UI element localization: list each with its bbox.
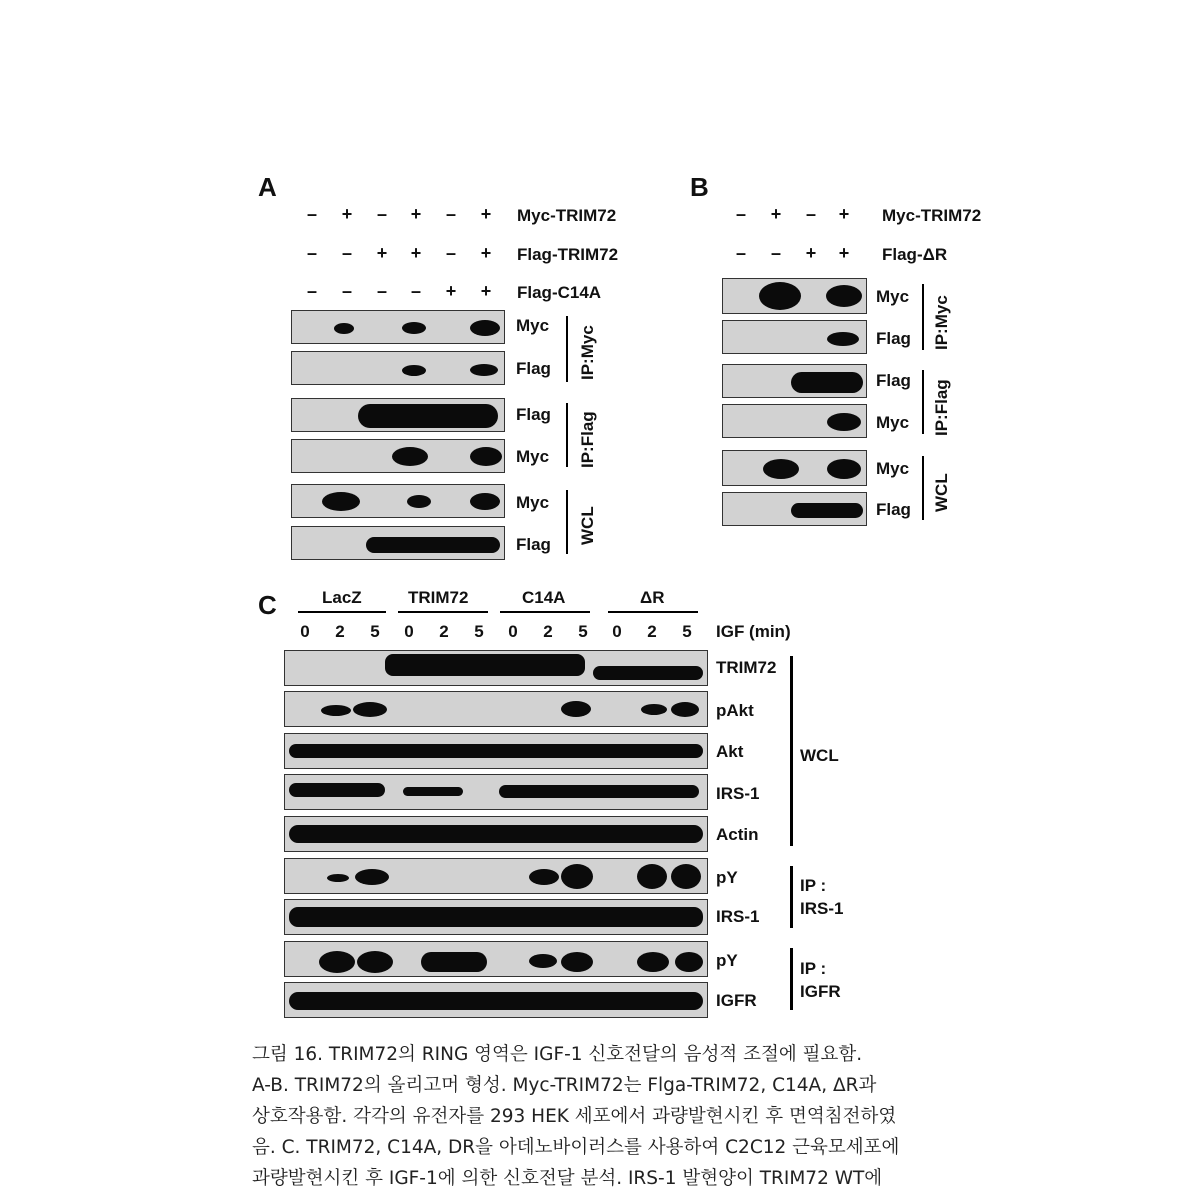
blot-ipmyc-myc [291, 310, 505, 344]
blot-c-irs1 [284, 774, 708, 810]
blot-c-pakt [284, 691, 708, 727]
blot-label: Myc [876, 287, 910, 306]
sign: + [770, 204, 782, 224]
group-label: WCL [578, 506, 597, 545]
group-label: IP:Myc [578, 325, 597, 380]
sign: + [480, 204, 492, 224]
sign: – [376, 281, 387, 301]
condition-label: C14A [522, 588, 566, 607]
caption-line: 음. C. TRIM72, C14A, DR을 아데노바이러스를 사용하여 C2C12 근육모세포에 [252, 1137, 900, 1158]
blot-label: Flag [876, 329, 911, 348]
blot-label: TRIM72 [716, 658, 777, 677]
blot-label: Flag [876, 500, 911, 519]
sign: – [770, 243, 781, 263]
blot-c-pY-irs [284, 858, 708, 894]
caption-line: 그림 16. TRIM72의 RING 영역은 IGF-1 신호전달의 음성적 조절에 필요함. [252, 1044, 863, 1065]
sign: – [306, 281, 317, 301]
blot-label: IGFR [716, 991, 757, 1010]
caption-line: 과량발현시킨 후 IGF-1에 의한 신호전달 분석. IRS-1 발현양이 TRIM72 WT에 [252, 1168, 883, 1189]
blot-label: Akt [716, 742, 744, 761]
timepoint: 2 [647, 622, 657, 641]
sign: – [410, 281, 421, 301]
timepoint: 0 [404, 622, 414, 641]
group-label: IP:Flag [932, 379, 951, 436]
sign: + [480, 281, 492, 301]
sign: + [480, 243, 492, 263]
group-label: IP : [800, 876, 827, 895]
timepoint: 2 [439, 622, 449, 641]
blot-label: pY [716, 868, 738, 887]
group-label: IP:Myc [932, 295, 951, 350]
blot-ipmyc-flag [291, 351, 505, 385]
blot-c-actin [284, 816, 708, 852]
blot-b-ipflag-flag [722, 364, 867, 398]
blot-b-ipmyc-flag [722, 320, 867, 354]
panel-c-letter: C [258, 590, 277, 620]
blot-label: Flag [516, 405, 551, 424]
sign: – [306, 243, 317, 263]
blot-label: Myc [876, 459, 910, 478]
row-label: Flag-ΔR [882, 245, 948, 264]
sign: + [410, 204, 422, 224]
sign: + [805, 243, 817, 263]
sign: – [805, 204, 816, 224]
caption-line: 상호작용함. 각각의 유전자를 293 HEK 세포에서 과량발현시킨 후 면역침전하였 [252, 1106, 897, 1127]
blot-label: Flag [876, 371, 911, 390]
sign: + [376, 243, 388, 263]
blot-label: IRS-1 [716, 907, 760, 926]
blot-label: Myc [876, 413, 910, 432]
timepoint: 5 [682, 622, 692, 641]
sign: – [376, 204, 387, 224]
blot-label: Flag [516, 359, 551, 378]
blot-b-ipflag-myc [722, 404, 867, 438]
sign: – [735, 204, 746, 224]
sign: + [838, 204, 850, 224]
sign: + [838, 243, 850, 263]
group-label: WCL [932, 473, 951, 512]
sign: + [445, 281, 457, 301]
blot-c-pY-igfr [284, 941, 708, 977]
blot-label: Myc [516, 493, 550, 512]
sign: – [735, 243, 746, 263]
group-label: IP:Flag [578, 411, 597, 468]
condition-label: TRIM72 [408, 588, 469, 607]
row-label: Myc-TRIM72 [882, 206, 982, 225]
blot-label: Actin [716, 825, 759, 844]
timepoint: 0 [612, 622, 622, 641]
blot-c-igfr [284, 982, 708, 1018]
sign: + [341, 204, 353, 224]
blot-b-wcl-myc [722, 450, 867, 486]
condition-label: ΔR [640, 588, 665, 607]
blot-label: Flag [516, 535, 551, 554]
timepoint: 5 [370, 622, 380, 641]
blot-ipflag-flag [291, 398, 505, 432]
group-label: IGFR [800, 982, 841, 1001]
time-axis-label: IGF (min) [716, 622, 791, 641]
row-label: Flag-TRIM72 [517, 245, 619, 264]
blot-label: pAkt [716, 701, 754, 720]
blot-c-irs1-ip [284, 899, 708, 935]
caption-line: A-B. TRIM72의 올리고머 형성. Myc-TRIM72는 Flga-TRIM72, C14A, ΔR과 [252, 1075, 877, 1096]
timepoint: 2 [335, 622, 345, 641]
blot-wcl-flag [291, 526, 505, 560]
row-label: Myc-TRIM72 [517, 206, 617, 225]
sign: – [306, 204, 317, 224]
blot-b-wcl-flag [722, 492, 867, 526]
group-label: WCL [800, 746, 839, 765]
panel-a-letter: A [258, 172, 277, 202]
timepoint: 0 [300, 622, 310, 641]
blot-label: pY [716, 951, 738, 970]
blot-wcl-myc [291, 484, 505, 518]
blot-b-ipmyc-myc [722, 278, 867, 314]
blot-label: Myc [516, 447, 550, 466]
group-label: IRS-1 [800, 899, 844, 918]
sign: + [410, 243, 422, 263]
sign: – [445, 243, 456, 263]
condition-label: LacZ [322, 588, 362, 607]
blot-label: Myc [516, 316, 550, 335]
blot-c-akt [284, 733, 708, 769]
sign: – [445, 204, 456, 224]
blot-ipflag-myc [291, 439, 505, 473]
timepoint: 5 [474, 622, 484, 641]
sign: – [341, 243, 352, 263]
timepoint: 0 [508, 622, 518, 641]
group-label: IP : [800, 959, 827, 978]
blot-c-trim72 [284, 650, 708, 686]
timepoint: 5 [578, 622, 588, 641]
timepoint: 2 [543, 622, 553, 641]
blot-label: IRS-1 [716, 784, 760, 803]
row-label: Flag-C14A [517, 283, 602, 302]
sign: – [341, 281, 352, 301]
panel-b-letter: B [690, 172, 709, 202]
